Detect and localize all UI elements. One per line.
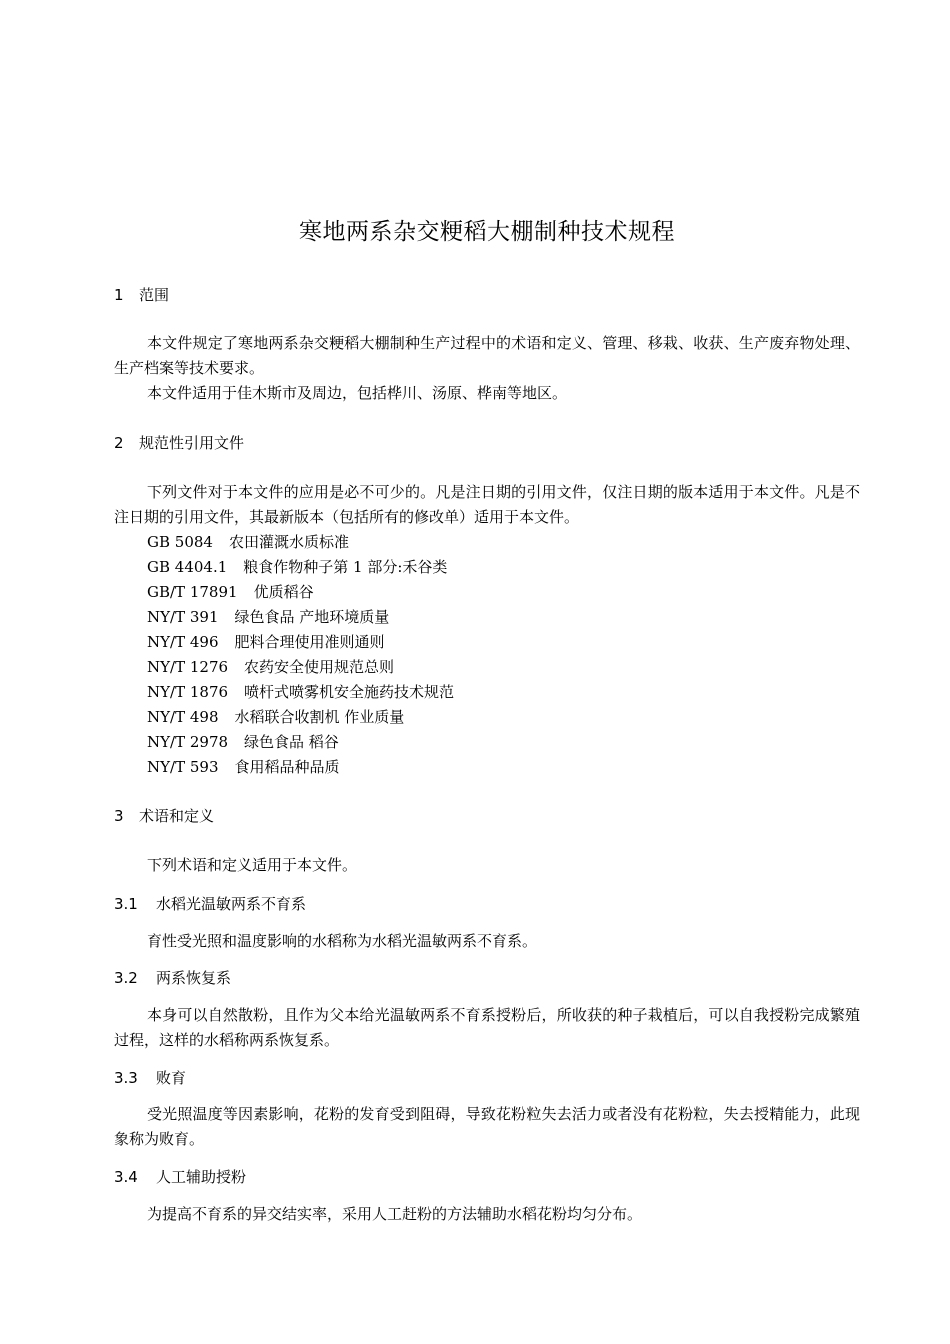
reference-title: 绿色食品 稻谷	[244, 733, 339, 751]
reference-code: NY/T 1876	[147, 683, 229, 701]
term-definition: 本身可以自然散粉，且作为父本给光温敏两系不育系授粉后，所收获的种子栽植后，可以自我授粉完成繁殖过程，这样的水稻称两系恢复系。	[114, 1006, 860, 1049]
term-definition: 受光照温度等因素影响，花粉的发育受到阻碍，导致花粉粒失去活力或者没有花粉粒，失去授精能力，此现象称为败育。	[114, 1105, 860, 1148]
reference-item	[147, 555, 447, 580]
term-title: 水稻光温敏两系不育系	[156, 895, 307, 913]
reference-title: 粮食作物种子第 1 部分:禾谷类	[243, 558, 448, 576]
section-title: 范围	[139, 286, 170, 304]
reference-code: GB 5084	[147, 533, 213, 551]
reference-title: 食用稻品种品质	[234, 758, 340, 776]
document-title: 寒地两系杂交粳稻大棚制种技术规程	[299, 219, 675, 245]
subsection-number: 3.4	[114, 1168, 138, 1186]
reference-item	[147, 680, 454, 705]
reference-item	[147, 605, 389, 630]
reference-code: NY/T 496	[147, 633, 219, 651]
reference-code: NY/T 498	[147, 708, 219, 726]
scope-paragraph-2: 本文件适用于佳木斯市及周边，包括桦川、汤原、桦南等地区。	[147, 384, 568, 402]
reference-title: 农田灌溉水质标准	[228, 533, 349, 551]
term-title: 两系恢复系	[156, 969, 232, 987]
scope-paragraph-1: 本文件规定了寒地两系杂交粳稻大棚制种生产过程中的术语和定义、管理、移栽、收获、生产废弃物处理、生产档案等技术要求。	[114, 334, 860, 377]
reference-code: NY/T 1276	[147, 658, 229, 676]
reference-title: 喷杆式喷雾机安全施药技术规范	[244, 683, 455, 701]
references-intro: 下列文件对于本文件的应用是必不可少的。凡是注日期的引用文件，仅注日期的版本适用于本文件。凡是不注日期的引用文件，其最新版本（包括所有的修改单）适用于本文件。	[114, 483, 860, 526]
term-title: 人工辅助授粉	[156, 1168, 247, 1186]
reference-title: 绿色食品 产地环境质量	[234, 608, 390, 626]
section-number: 2	[114, 434, 124, 452]
reference-item	[147, 655, 394, 680]
reference-code: NY/T 2978	[147, 733, 229, 751]
reference-title: 肥料合理使用准则通则	[234, 633, 385, 651]
reference-item	[147, 730, 339, 755]
section-number: 3	[114, 807, 124, 825]
section-heading-references	[114, 432, 244, 454]
section-title: 术语和定义	[139, 807, 215, 825]
reference-title: 优质稻谷	[253, 583, 314, 601]
section-heading-terms	[114, 805, 214, 827]
subsection-heading	[114, 893, 306, 915]
subsection-heading	[114, 1067, 186, 1089]
subsection-heading	[114, 1166, 246, 1188]
section-number: 1	[114, 286, 124, 304]
section-title: 规范性引用文件	[139, 434, 245, 452]
subsection-number: 3.3	[114, 1069, 138, 1087]
term-title: 败育	[156, 1069, 187, 1087]
reference-title: 农药安全使用规范总则	[244, 658, 395, 676]
reference-title: 水稻联合收割机 作业质量	[234, 708, 405, 726]
reference-item	[147, 705, 404, 730]
term-definition: 育性受光照和温度影响的水稻称为水稻光温敏两系不育系。	[147, 932, 538, 950]
reference-item	[147, 530, 349, 555]
terms-intro: 下列术语和定义适用于本文件。	[147, 856, 358, 874]
reference-code: GB 4404.1	[147, 558, 228, 576]
reference-code: NY/T 391	[147, 608, 219, 626]
subsection-number: 3.1	[114, 895, 138, 913]
section-heading-scope	[114, 284, 169, 306]
reference-item	[147, 580, 314, 605]
term-definition: 为提高不育系的异交结实率，采用人工赶粉的方法辅助水稻花粉均匀分布。	[147, 1205, 643, 1223]
reference-item	[147, 630, 385, 655]
subsection-number: 3.2	[114, 969, 138, 987]
reference-code: NY/T 593	[147, 758, 219, 776]
subsection-heading	[114, 967, 231, 989]
reference-item	[147, 755, 340, 780]
reference-code: GB/T 17891	[147, 583, 238, 601]
